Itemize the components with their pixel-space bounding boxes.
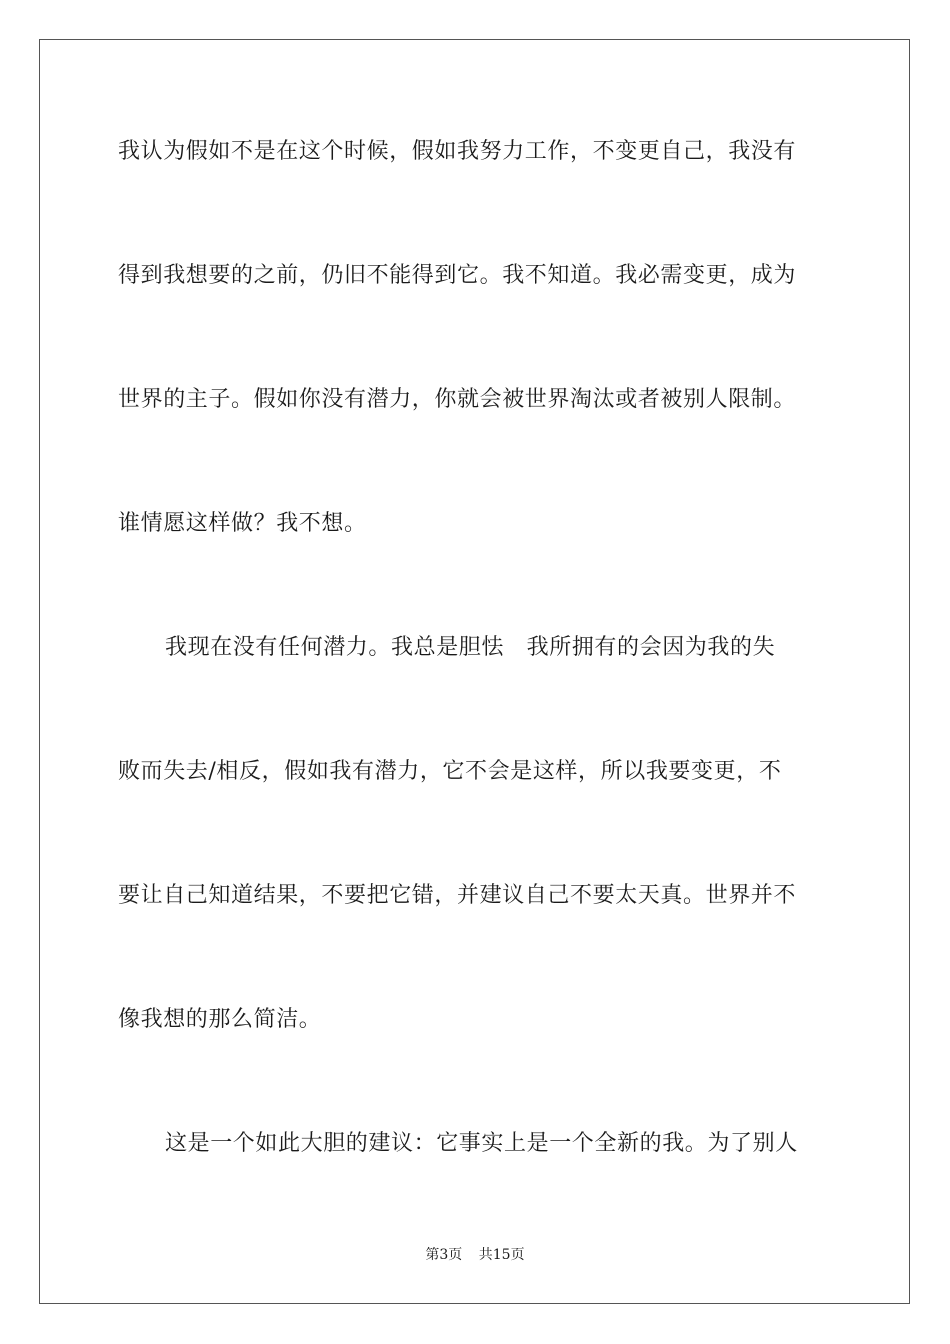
paragraph-1-line-1: 我认为假如不是在这个时候，假如我努力工作，不变更自己，我没有 (118, 139, 797, 164)
page-total: 共15页 (478, 1247, 525, 1263)
paragraph-2-line-1: 我现在没有任何潜力。我总是胆怯 我所拥有的会因为我的失 (165, 635, 776, 660)
page-footer (0, 1246, 950, 1264)
paragraph-3-line-1: 这是一个如此大胆的建议：它事实上是一个全新的我。为了别人 (165, 1131, 798, 1156)
page-border (39, 39, 910, 1304)
paragraph-1-line-2: 得到我想要的之前，仍旧不能得到它。我不知道。我必需变更，成为 (118, 263, 797, 288)
paragraph-2-line-4: 像我想的那么简洁。 (118, 1007, 322, 1032)
paragraph-2-line-3: 要让自己知道结果，不要把它错，并建议自己不要太天真。世界并不 (118, 883, 797, 908)
paragraph-2-line-2: 败而失去/相反，假如我有潜力，它不会是这样，所以我要变更，不 (118, 759, 782, 784)
page-number: 第3页 (425, 1247, 463, 1263)
paragraph-1-line-3: 世界的主子。假如你没有潜力，你就会被世界淘汰或者被别人限制。 (118, 387, 797, 412)
paragraph-1-line-4: 谁情愿这样做？我不想。 (118, 511, 367, 536)
